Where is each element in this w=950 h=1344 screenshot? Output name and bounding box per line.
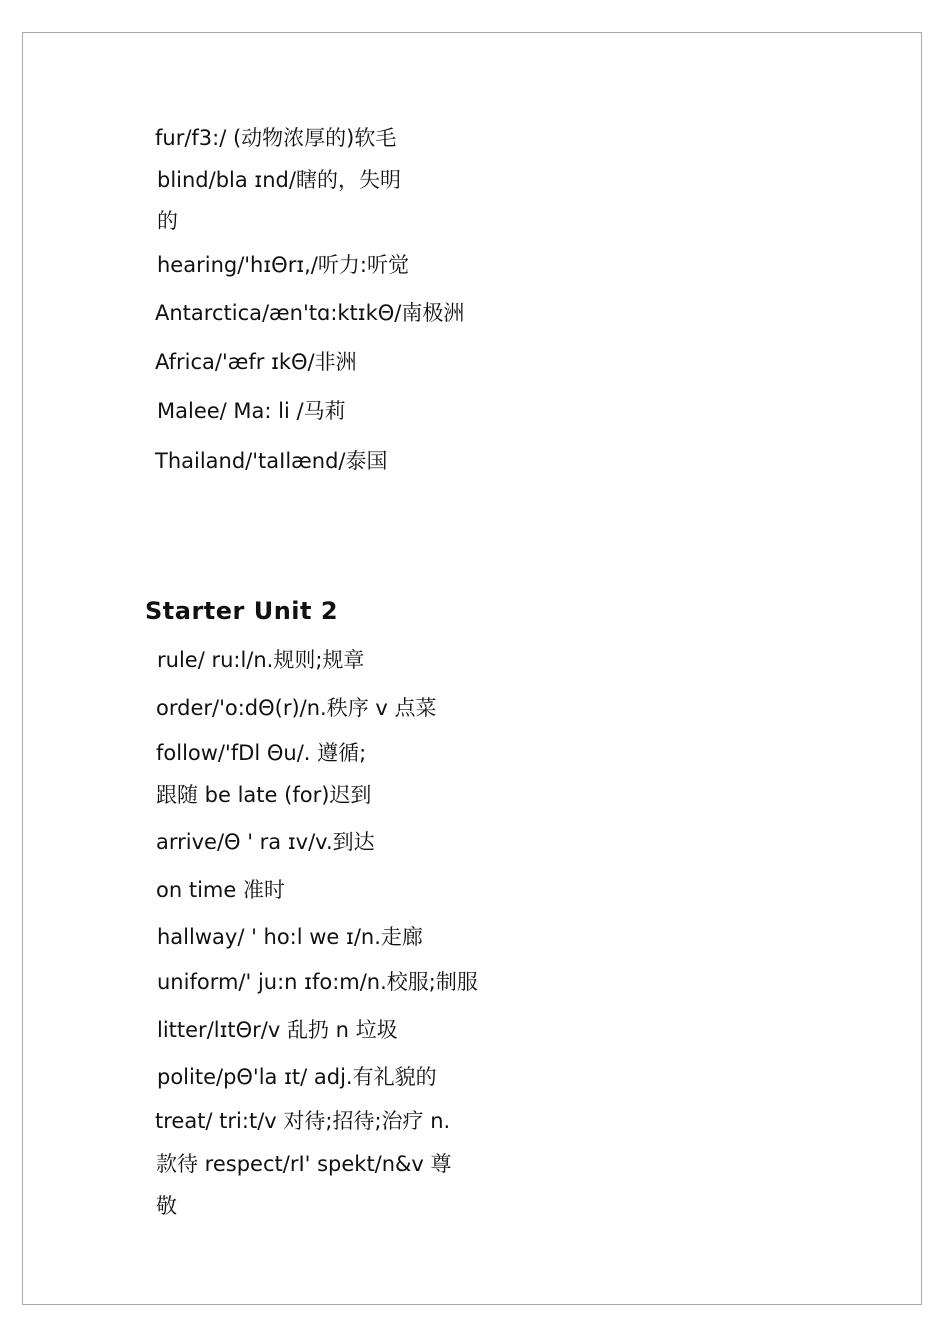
vocab-line-blind: blind/bla ɪnd/瞎的，失明 [157, 168, 401, 192]
vocab-line-hallway: hallway/ ' ho:l we ɪ/n.走廊 [157, 925, 423, 949]
vocab-line-arrive: arrive/Θ ' ra ɪv/v.到达 [156, 830, 375, 854]
vocab-line-treat: treat/ tri:t/v 对待;招待;治疗 n. [155, 1109, 451, 1133]
vocab-line-antarctica: Antarctica/æn'tɑ:ktɪkΘ/南极洲 [155, 301, 465, 325]
vocab-line-follow-cont: 跟随 be late (for)迟到 [156, 783, 372, 807]
vocab-line-respect: 款待 respect/rI' spekt/n&v 尊 [156, 1152, 452, 1176]
vocab-line-thailand: Thailand/'taIlænd/泰国 [155, 449, 388, 473]
vocab-line-malee: Malee/ Ma: li /马莉 [157, 399, 346, 423]
vocab-line-on-time: on time 准时 [156, 878, 285, 902]
vocab-line-blind-cont: 的 [157, 209, 178, 233]
vocab-line-rule: rule/ ru:l/n.规则;规章 [157, 648, 365, 672]
vocab-line-hearing: hearing/'hɪΘrɪ,/听力:听觉 [157, 253, 409, 277]
vocab-line-respect-cont: 敬 [156, 1194, 177, 1218]
vocab-line-order: order/'o:dΘ(r)/n.秩序 v 点菜 [156, 696, 437, 720]
vocab-line-fur: fur/f3:/ (动物浓厚的)软毛 [155, 126, 397, 150]
vocab-line-follow: follow/'fDl Θu/. 遵循; [156, 741, 367, 765]
vocab-line-polite: polite/pΘ'la ɪt/ adj.有礼貌的 [157, 1065, 437, 1089]
vocab-line-litter: litter/lɪtΘr/v 乱扔 n 垃圾 [157, 1018, 398, 1042]
vocab-line-africa: Africa/'æfr ɪkΘ/非洲 [155, 350, 357, 374]
section-heading: Starter Unit 2 [145, 597, 339, 625]
vocab-line-uniform: uniform/' ju:n ɪfo:m/n.校服;制服 [157, 970, 478, 994]
